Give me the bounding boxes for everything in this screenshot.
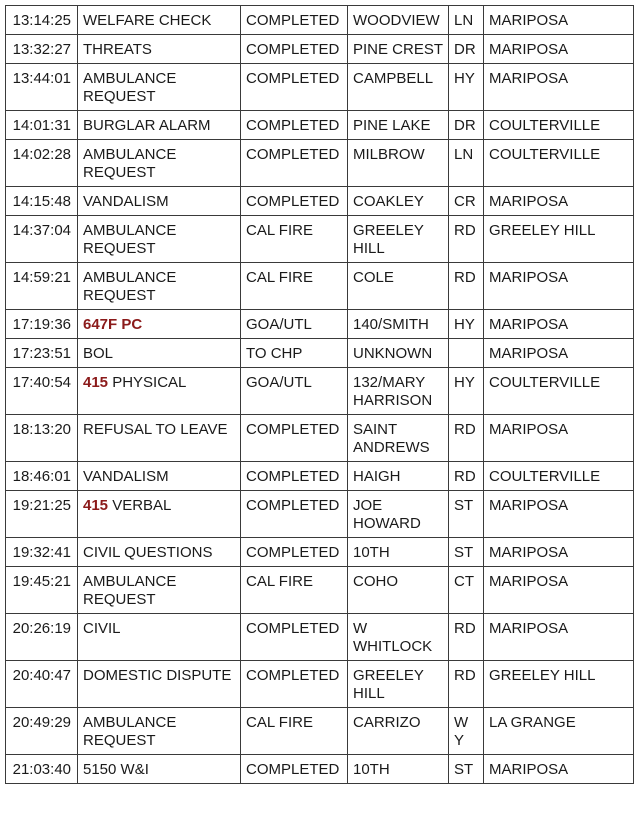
city-cell: MARIPOSA xyxy=(484,567,634,614)
street-cell: PINE CREST xyxy=(348,35,449,64)
table-row xyxy=(6,140,634,187)
call-type-cell xyxy=(78,538,241,567)
street-cell: SAINT ANDREWS xyxy=(348,415,449,462)
table-row xyxy=(6,64,634,111)
street-cell: CARRIZO xyxy=(348,708,449,755)
city-cell: MARIPOSA xyxy=(484,6,634,35)
call-type-text: VERBAL xyxy=(108,497,172,514)
table-row xyxy=(6,491,634,538)
table-row xyxy=(6,368,634,415)
street-suffix-cell: HY xyxy=(449,310,484,339)
city-cell: MARIPOSA xyxy=(484,538,634,567)
disposition-cell: COMPLETED xyxy=(241,111,348,140)
call-type-cell xyxy=(78,263,241,310)
time-cell: 19:32:41 xyxy=(6,538,78,567)
street-cell: CAMPBELL xyxy=(348,64,449,111)
city-cell: COULTERVILLE xyxy=(484,140,634,187)
time-cell: 20:26:19 xyxy=(6,614,78,661)
disposition-cell: COMPLETED xyxy=(241,64,348,111)
street-suffix-cell: HY xyxy=(449,368,484,415)
call-type-text: AMBULANCE REQUEST xyxy=(83,573,181,608)
street-cell: W WHITLOCK xyxy=(348,614,449,661)
call-type-text: VANDALISM xyxy=(83,468,169,485)
call-type-cell xyxy=(78,140,241,187)
call-type-text: BOL xyxy=(83,345,114,362)
street-cell: COAKLEY xyxy=(348,187,449,216)
disposition-cell: COMPLETED xyxy=(241,140,348,187)
time-cell: 20:40:47 xyxy=(6,661,78,708)
street-suffix-cell xyxy=(449,339,484,368)
street-cell: WOODVIEW xyxy=(348,6,449,35)
street-suffix-cell: WY xyxy=(449,708,484,755)
call-type-text: AMBULANCE REQUEST xyxy=(83,714,181,749)
city-cell: MARIPOSA xyxy=(484,35,634,64)
disposition-cell: COMPLETED xyxy=(241,35,348,64)
disposition-cell: COMPLETED xyxy=(241,415,348,462)
city-cell: MARIPOSA xyxy=(484,339,634,368)
time-cell: 18:13:20 xyxy=(6,415,78,462)
call-type-text: THREATS xyxy=(83,41,152,58)
city-cell: MARIPOSA xyxy=(484,614,634,661)
call-type-cell xyxy=(78,415,241,462)
time-cell: 17:19:36 xyxy=(6,310,78,339)
table-row xyxy=(6,216,634,263)
disposition-cell: CAL FIRE xyxy=(241,216,348,263)
call-type-cell xyxy=(78,661,241,708)
statute-code: 415 xyxy=(83,497,109,514)
call-type-cell xyxy=(78,111,241,140)
street-cell: 10TH xyxy=(348,538,449,567)
disposition-cell: COMPLETED xyxy=(241,187,348,216)
time-cell: 14:01:31 xyxy=(6,111,78,140)
call-type-cell xyxy=(78,368,241,415)
table-row xyxy=(6,661,634,708)
table-row xyxy=(6,415,634,462)
table-row xyxy=(6,6,634,35)
disposition-cell: COMPLETED xyxy=(241,614,348,661)
street-suffix-cell: DR xyxy=(449,111,484,140)
call-type-text: CIVIL QUESTIONS xyxy=(83,544,213,561)
city-cell: COULTERVILLE xyxy=(484,462,634,491)
city-cell: COULTERVILLE xyxy=(484,111,634,140)
call-type-cell xyxy=(78,216,241,263)
disposition-cell: COMPLETED xyxy=(241,491,348,538)
street-cell: PINE LAKE xyxy=(348,111,449,140)
street-suffix-cell: LN xyxy=(449,6,484,35)
time-cell: 17:23:51 xyxy=(6,339,78,368)
street-cell: COLE xyxy=(348,263,449,310)
city-cell: MARIPOSA xyxy=(484,415,634,462)
time-cell: 13:44:01 xyxy=(6,64,78,111)
disposition-cell: GOA/UTL xyxy=(241,310,348,339)
table-row xyxy=(6,310,634,339)
street-suffix-cell: HY xyxy=(449,64,484,111)
time-cell: 19:45:21 xyxy=(6,567,78,614)
time-cell: 20:49:29 xyxy=(6,708,78,755)
time-cell: 14:37:04 xyxy=(6,216,78,263)
call-type-text: AMBULANCE REQUEST xyxy=(83,269,181,304)
table-row xyxy=(6,263,634,310)
city-cell: MARIPOSA xyxy=(484,755,634,784)
street-suffix-cell: ST xyxy=(449,491,484,538)
street-cell: MILBROW xyxy=(348,140,449,187)
call-type-cell xyxy=(78,339,241,368)
call-type-text: AMBULANCE REQUEST xyxy=(83,222,181,257)
call-type-cell xyxy=(78,614,241,661)
call-type-text: REFUSAL TO LEAVE xyxy=(83,421,228,438)
street-cell: JOE HOWARD xyxy=(348,491,449,538)
city-cell: MARIPOSA xyxy=(484,263,634,310)
disposition-cell: CAL FIRE xyxy=(241,708,348,755)
disposition-cell: GOA/UTL xyxy=(241,368,348,415)
time-cell: 19:21:25 xyxy=(6,491,78,538)
table-row xyxy=(6,708,634,755)
street-suffix-cell: RD xyxy=(449,415,484,462)
table-row xyxy=(6,755,634,784)
time-cell: 18:46:01 xyxy=(6,462,78,491)
call-type-text: WELFARE CHECK xyxy=(83,12,212,29)
street-cell: 10TH xyxy=(348,755,449,784)
call-type-cell xyxy=(78,491,241,538)
street-suffix-cell: ST xyxy=(449,538,484,567)
street-suffix-cell: LN xyxy=(449,140,484,187)
call-type-text: AMBULANCE REQUEST xyxy=(83,70,181,105)
city-cell: LA GRANGE xyxy=(484,708,634,755)
street-suffix-cell: RD xyxy=(449,462,484,491)
street-cell: HAIGH xyxy=(348,462,449,491)
disposition-cell: CAL FIRE xyxy=(241,263,348,310)
city-cell: MARIPOSA xyxy=(484,491,634,538)
street-cell: 140/SMITH xyxy=(348,310,449,339)
city-cell: GREELEY HILL xyxy=(484,216,634,263)
disposition-cell: COMPLETED xyxy=(241,6,348,35)
time-cell: 13:32:27 xyxy=(6,35,78,64)
call-type-text: VANDALISM xyxy=(83,193,169,210)
table-row xyxy=(6,111,634,140)
disposition-cell: COMPLETED xyxy=(241,462,348,491)
call-type-cell xyxy=(78,567,241,614)
call-type-text: DOMESTIC DISPUTE xyxy=(83,667,232,684)
street-suffix-cell: RD xyxy=(449,216,484,263)
city-cell: MARIPOSA xyxy=(484,187,634,216)
call-type-text: PHYSICAL xyxy=(108,374,187,391)
city-cell: MARIPOSA xyxy=(484,64,634,111)
call-type-text: CIVIL xyxy=(83,620,121,637)
call-type-cell xyxy=(78,708,241,755)
city-cell: MARIPOSA xyxy=(484,310,634,339)
table-row xyxy=(6,614,634,661)
table-row xyxy=(6,538,634,567)
disposition-cell: CAL FIRE xyxy=(241,567,348,614)
street-suffix-cell: ST xyxy=(449,755,484,784)
call-type-cell xyxy=(78,187,241,216)
street-cell: GREELEY HILL xyxy=(348,661,449,708)
street-suffix-cell: CT xyxy=(449,567,484,614)
time-cell: 17:40:54 xyxy=(6,368,78,415)
city-cell: COULTERVILLE xyxy=(484,368,634,415)
call-type-cell xyxy=(78,755,241,784)
time-cell: 14:15:48 xyxy=(6,187,78,216)
statute-code: 415 xyxy=(83,374,109,391)
street-suffix-cell: RD xyxy=(449,263,484,310)
call-log-body xyxy=(6,6,634,784)
street-suffix-cell: CR xyxy=(449,187,484,216)
street-cell: COHO xyxy=(348,567,449,614)
street-cell: GREELEY HILL xyxy=(348,216,449,263)
call-type-cell xyxy=(78,6,241,35)
table-row xyxy=(6,567,634,614)
call-type-text: BURGLAR ALARM xyxy=(83,117,211,134)
statute-code: 647F PC xyxy=(83,316,143,333)
time-cell: 13:14:25 xyxy=(6,6,78,35)
time-cell: 14:02:28 xyxy=(6,140,78,187)
time-cell: 14:59:21 xyxy=(6,263,78,310)
table-row xyxy=(6,35,634,64)
call-type-text: 5150 W&I xyxy=(83,761,149,778)
street-suffix-cell: RD xyxy=(449,661,484,708)
call-type-cell xyxy=(78,35,241,64)
call-log-table xyxy=(5,5,634,784)
disposition-cell: COMPLETED xyxy=(241,661,348,708)
street-cell: 132/MARY HARRISON xyxy=(348,368,449,415)
disposition-cell: TO CHP xyxy=(241,339,348,368)
city-cell: GREELEY HILL xyxy=(484,661,634,708)
disposition-cell: COMPLETED xyxy=(241,538,348,567)
table-row xyxy=(6,187,634,216)
call-type-text: AMBULANCE REQUEST xyxy=(83,146,181,181)
call-type-cell xyxy=(78,462,241,491)
disposition-cell: COMPLETED xyxy=(241,755,348,784)
street-cell: UNKNOWN xyxy=(348,339,449,368)
table-row xyxy=(6,339,634,368)
street-suffix-cell: DR xyxy=(449,35,484,64)
table-row xyxy=(6,462,634,491)
call-type-cell xyxy=(78,310,241,339)
street-suffix-cell: RD xyxy=(449,614,484,661)
time-cell: 21:03:40 xyxy=(6,755,78,784)
call-type-cell xyxy=(78,64,241,111)
